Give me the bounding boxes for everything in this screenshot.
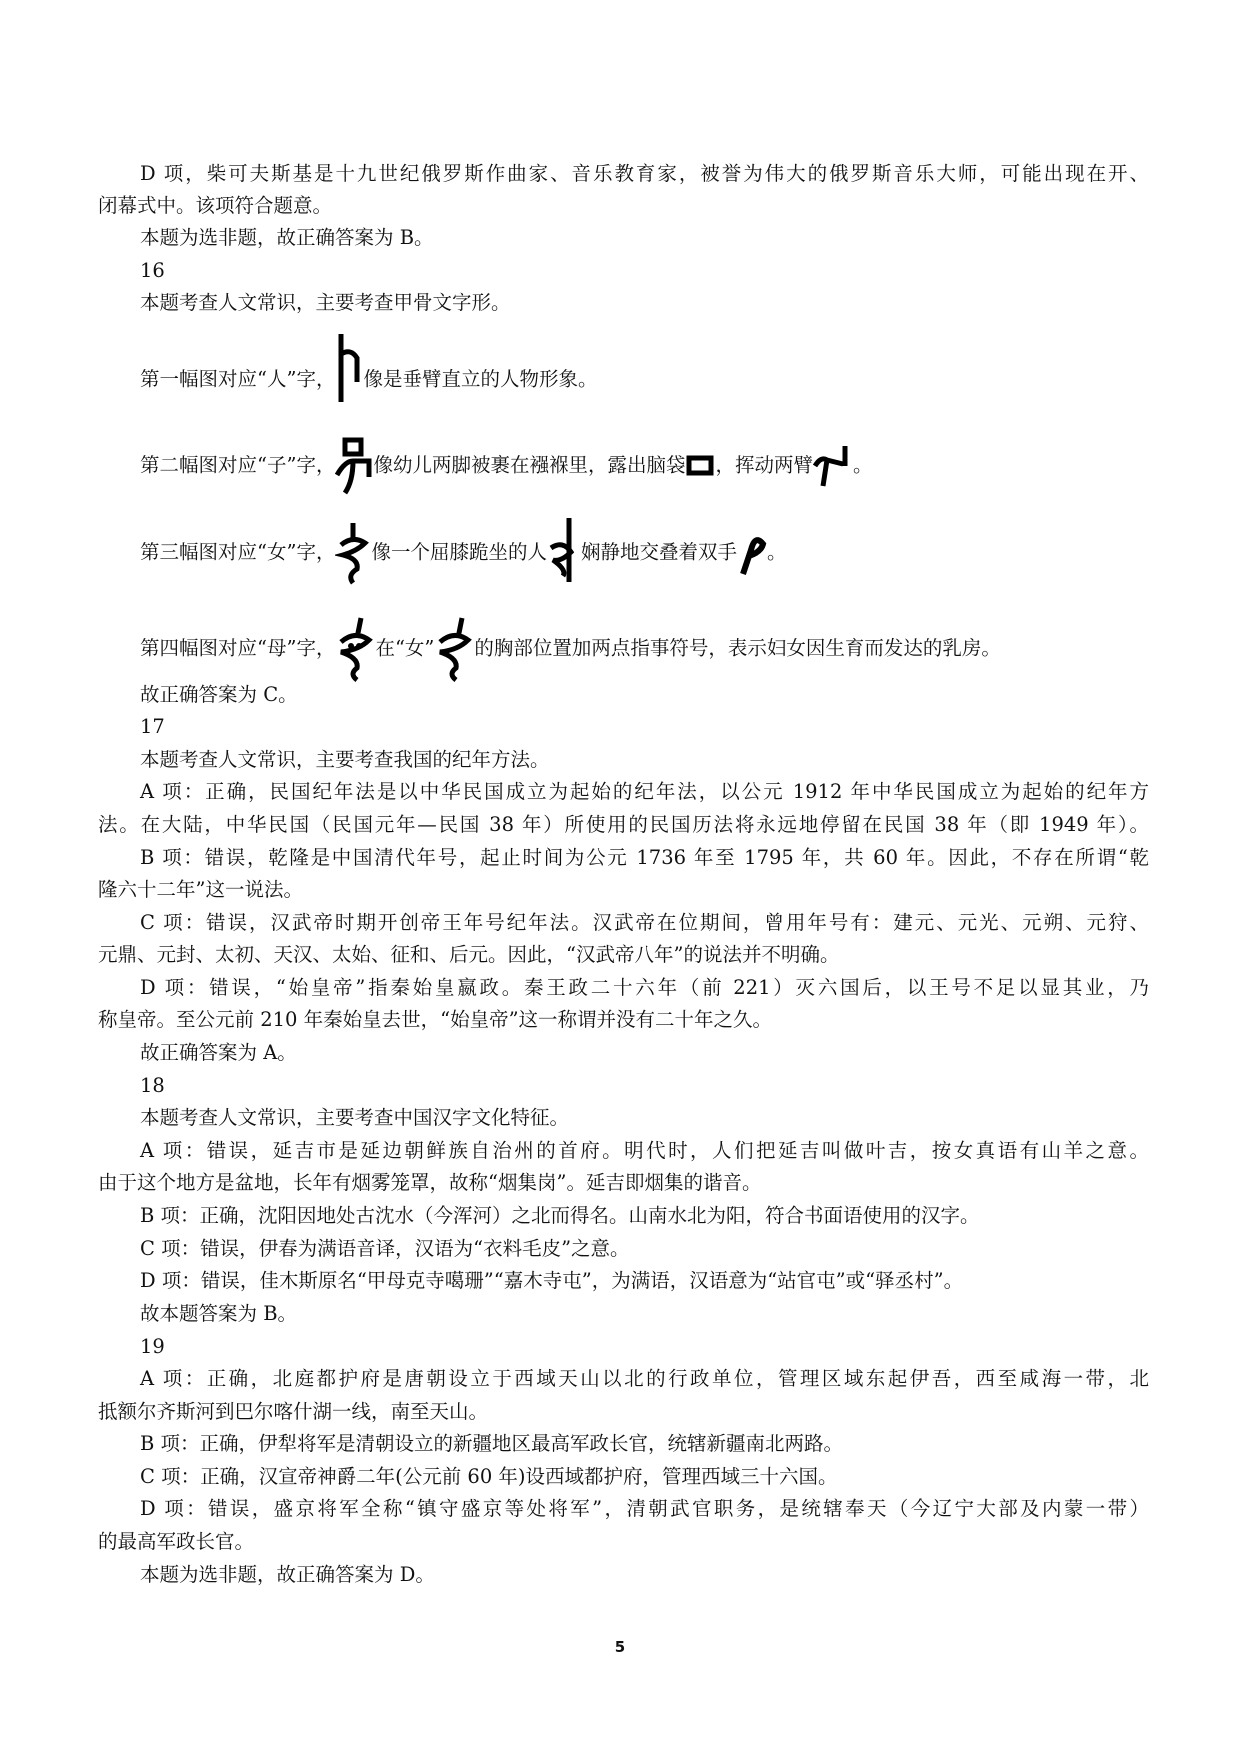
paragraph-line: 本题考查人文常识，主要考查我国的纪年方法。	[140, 748, 550, 771]
oracle-kneeling-person-icon	[547, 518, 581, 588]
text: 第二幅图对应“子”字，	[140, 453, 336, 477]
paragraph-line: B 项：错误，乾隆是中国清代年号，起止时间为公元 1736 年至 1795 年，共 60 年。因此，不存在所谓“乾	[140, 846, 1149, 869]
paragraph-line: D 项：错误，“始皇帝”指秦始皇嬴政。秦王政二十六年（前 221）灭六国后，以王号不足以显其业，乃	[140, 976, 1149, 999]
paragraph-line: A 项：正确，北庭都护府是唐朝设立于西域天山以北的行政单位，管理区域东起伊吾，西至咸海一带，北	[140, 1367, 1149, 1390]
oracle-nv-icon	[335, 521, 371, 585]
question-number: 18	[140, 1074, 165, 1097]
answer-line: 故正确答案为 C。	[140, 683, 298, 706]
paragraph-line: D 项：错误，盛京将军全称“镇守盛京等处将军”，清朝武官职务，是统辖奉天（今辽宁大部及内蒙一带）	[140, 1497, 1149, 1520]
text: 像一个屈膝跪坐的人	[371, 540, 547, 564]
mu-line	[140, 616, 1001, 660]
text: 第四幅图对应“母”字，	[140, 636, 336, 660]
paragraph-line: B 项：正确，沈阳因地处古沈水（今浑河）之北而得名。山南水北为阳，符合书面语使用的汉字。	[140, 1204, 980, 1227]
oracle-zi-icon	[335, 437, 373, 495]
oracle-folded-hands-icon	[737, 530, 767, 576]
text: 第三幅图对应“女”字，	[140, 540, 336, 564]
paragraph-line: 由于这个地方是盆地，长年有烟雾笼罩，故称“烟集岗”。延吉即烟集的谐音。	[98, 1171, 762, 1194]
text: 娴静地交叠着双手	[580, 540, 737, 564]
paragraph-line: 元鼎、元封、太初、天汉、太始、征和、后元。因此，“汉武帝八年”的说法并不明确。	[98, 943, 840, 966]
text: 像幼儿两脚被裹在襁褓里，露出脑袋	[373, 453, 686, 477]
question-number: 19	[140, 1335, 165, 1358]
paragraph-line: 本题为选非题，故正确答案为 B。	[140, 226, 434, 249]
answer-line: 本题为选非题，故正确答案为 D。	[140, 1563, 435, 1586]
answer-line: 故本题答案为 B。	[140, 1302, 298, 1325]
paragraph-line: C 项：错误，汉武帝时期开创帝王年号纪年法。汉武帝在位期间，曾用年号有：建元、元光、元朔、元狩、	[140, 911, 1149, 934]
paragraph-line: D 项：错误，佳木斯原名“甲母克寺噶珊”“嘉木寺屯”，为满语，汉语意为“站官屯”或“驿丞村”。	[140, 1269, 964, 1292]
paragraph-line: 本题考查人文常识，主要考查中国汉字文化特征。	[140, 1106, 570, 1129]
text: 。	[766, 540, 787, 564]
paragraph-line: 称皇帝。至公元前 210 年秦始皇去世，“始皇帝”这一称谓并没有二十年之久。	[98, 1008, 773, 1031]
paragraph-line: C 项：正确，汉宣帝神爵二年(公元前 60 年)设西域都护府，管理西域三十六国。	[140, 1465, 838, 1488]
paragraph-line: 闭幕式中。该项符合题意。	[98, 194, 333, 217]
ren-line	[140, 354, 598, 391]
paragraph-line: 法。在大陆，中华民国（民国元年—民国 38 年）所使用的民国历法将永远地停留在民国 38 年（即 1949 年）。	[98, 813, 1149, 836]
question-number: 17	[140, 715, 165, 738]
text: 像是垂臂直立的人物形象。	[363, 367, 598, 391]
oracle-head-icon	[685, 455, 715, 477]
page-number: 5	[614, 1638, 626, 1656]
paragraph-line: B 项：正确，伊犁将军是清朝设立的新疆地区最高军政长官，统辖新疆南北两路。	[140, 1432, 844, 1455]
oracle-ren-icon	[335, 334, 363, 406]
text: 第一幅图对应“人”字，	[140, 367, 336, 391]
question-number: 16	[140, 259, 165, 282]
paragraph-line: 的最高军政长官。	[98, 1530, 255, 1553]
paragraph-line: C 项：错误，伊春为满语音译，汉语为“衣料毛皮”之意。	[140, 1237, 630, 1260]
oracle-mu-icon	[335, 616, 375, 682]
oracle-arms-icon	[813, 444, 853, 488]
text: 的胸部位置加两点指事符号，表示妇女因生育而发达的乳房。	[474, 636, 1001, 660]
text: ，挥动两臂	[715, 453, 813, 477]
nv-line	[140, 518, 787, 564]
paragraph-line: A 项：正确，民国纪年法是以中华民国成立为起始的纪年法，以公元 1912 年中华民国成立为起始的纪年方	[140, 780, 1149, 803]
paragraph-line: D 项，柴可夫斯基是十九世纪俄罗斯作曲家、音乐教育家，被誉为伟大的俄罗斯音乐大师，可能出现在开、	[140, 162, 1149, 185]
answer-line: 故正确答案为 A。	[140, 1041, 297, 1064]
zi-line	[140, 437, 873, 477]
paragraph-line: 隆六十二年”这一说法。	[98, 878, 303, 901]
paragraph-line: 本题考查人文常识，主要考查甲骨文字形。	[140, 291, 511, 314]
text: 在“女”	[375, 636, 435, 660]
paragraph-line: A 项：错误，延吉市是延边朝鲜族自治州的首府。明代时，人们把延吉叫做叶吉，按女真语有山羊之意。	[140, 1139, 1149, 1162]
paragraph-line: 抵额尔齐斯河到巴尔喀什湖一线，南至天山。	[98, 1400, 489, 1423]
oracle-nv-icon	[434, 616, 474, 682]
text: 。	[852, 453, 873, 477]
